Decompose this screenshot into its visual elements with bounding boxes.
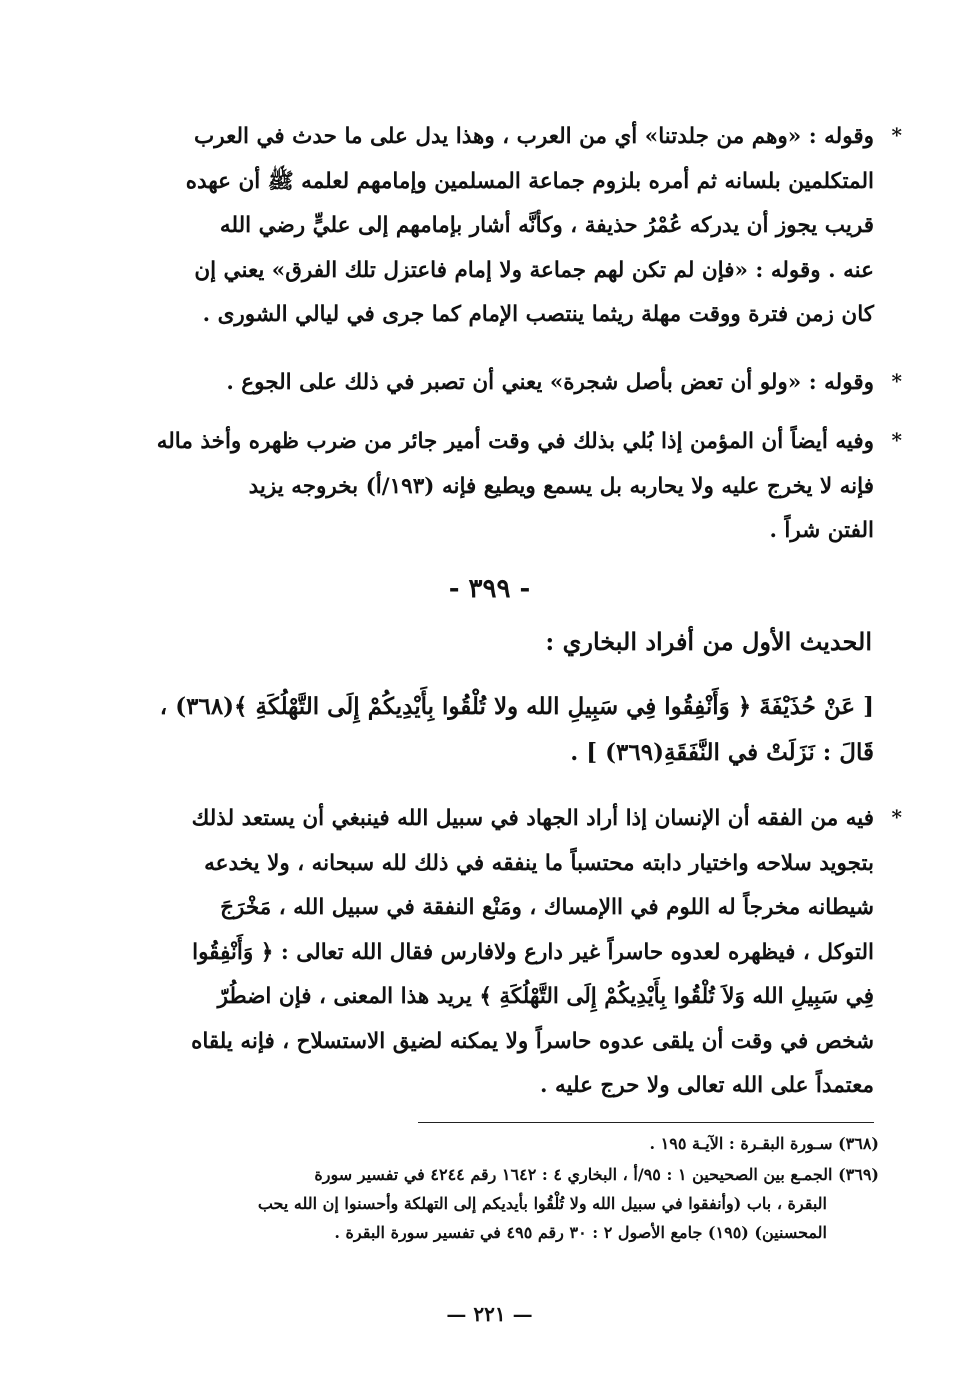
footnote-368 bbox=[118, 1129, 879, 1158]
hadith-quote bbox=[112, 684, 874, 776]
footnote-line: المحسنين) (١٩٥) جامع الأصول ٢ : ٣٠ رقم ٤٩٥ في تفسير سورة البقرة . bbox=[334, 1223, 827, 1242]
paragraph-line: التوكل ، فيظهره لعدوه حاسراً غير دارع ولافارس فقال الله تعالى : ﴿ وَأَنْفِقُوا bbox=[192, 939, 874, 965]
footnote-369 bbox=[118, 1160, 879, 1247]
quote-line: قَالَ : نَزَلَتْ في النَّفَقَةِ(٣٦٩) ] . bbox=[570, 739, 874, 766]
section-heading: الحديث الأول من أفراد البخاري : bbox=[545, 627, 872, 656]
paragraph-line: وفيه أيضاً أن المؤمن إذا بُلي بذلك في وقت أمير جائر من ضرب ظهره وأخذ ماله bbox=[156, 429, 874, 454]
paragraph-line: معتمداً على الله تعالى ولا حرج عليه . bbox=[540, 1073, 874, 1098]
paragraph-line: بتجويد سلاحه واختيار دابته محتسباً ما ينفقه في ذلك لله سبحانه ، ولا يخدعه bbox=[204, 850, 874, 876]
paragraph-1 bbox=[118, 115, 902, 338]
paragraph-3 bbox=[118, 420, 902, 554]
paragraph-line: فإنه لا يخرج عليه ولا يحاربه بل يسمع ويطيع فإنه (١٩٣/أ) بخروجه يزيد bbox=[248, 473, 874, 499]
paragraph-2 bbox=[118, 361, 902, 406]
bullet-star-icon: * bbox=[891, 123, 902, 147]
paragraph-line: فيه من الفقه أن الإنسان إذا أراد الجهاد في سبيل الله فينبغي أن يستعد لذلك bbox=[191, 806, 874, 831]
footnote-line: البقرة ، باب (وأنفقوا في سبيل الله ولا تُلْقُوا بأيديكم إلى التهلكة وأحسنوا إن الله يحب bbox=[257, 1194, 827, 1213]
footnote-divider bbox=[418, 1122, 874, 1123]
footnote-line: (٣٦٨) سـورة البقـرة : الآيـة ١٩٥ . bbox=[649, 1134, 879, 1153]
paragraph-line: شيطانه مخرجاً له اللوم في االإمساك ، ومَنْع النفقة في سبيل الله ، مَخْرَجَ bbox=[220, 895, 874, 920]
bullet-star-icon: * bbox=[891, 428, 902, 452]
paragraph-line: عنه . وقوله : «فإن لم تكن لهم جماعة ولا إمام فاعتزل تلك الفرق» يعني إن bbox=[194, 257, 874, 283]
paragraph-line: قريب يجوز أن يدركه عُمْرُ حذيفة ، وكأنَّه أشار بإمامهم إلى عليٍّ رضي الله bbox=[219, 213, 874, 238]
commentary-paragraph bbox=[118, 797, 902, 1109]
page-number: — ٢٢١ — bbox=[446, 1302, 533, 1326]
paragraph-line: فِي سَبِيلِ الله وَلاَ تُلْقُوا بِأَيْدِيكُمْ إِلَى التَّهْلُكَةِ ﴾ يريد هذا المعنى ، فإن اضطُرّ bbox=[217, 984, 874, 1009]
footnote-line: (٣٦٩) الجمـع بين الصحيحين ١ : ٩٥/أ ، البخاري ٤ : ١٦٤٢ رقم ٤٢٤٤ في تفسير سورة bbox=[314, 1165, 879, 1184]
bullet-star-icon: * bbox=[891, 369, 902, 393]
paragraph-line: شخص في وقت أن يلقى عدوه حاسراً ولا يمكنه لضيق الاستسلاح ، فإنه يلقاه bbox=[191, 1028, 874, 1054]
bullet-star-icon: * bbox=[891, 805, 902, 829]
quote-line: [ عَنْ حُذَيْفَةَ ﴿ وَأَنْفِقُوا فِي سَبِيلِ الله ولا تُلْقُوا بِأَيْدِيكُمْ إِلَى التَّهْلُكَةِ ﴾(٣٦٨) ، bbox=[159, 693, 874, 720]
paragraph-line: وقوله : «وهم من جلدتنا» أي من العرب ، وهذا يدل على ما حدث في العرب bbox=[193, 124, 874, 149]
paragraph-line: وقوله : «ولو أن تعض بأصل شجرة» يعني أن تصبر في ذلك على الجوع . bbox=[226, 370, 874, 395]
paragraph-line: المتكلمين بلسانه ثم أمره بلزوم جماعة المسلمين وإمامهم لعلمه ﷺ أن عهده bbox=[185, 168, 874, 194]
hadith-number: - ٣٩٩ - bbox=[448, 574, 531, 604]
paragraph-line: كان زمن فترة ووقت مهلة ريثما ينتصب الإمام كما جرى في ليالي الشورى . bbox=[202, 302, 874, 327]
paragraph-line: الفتن شراً . bbox=[769, 518, 874, 543]
